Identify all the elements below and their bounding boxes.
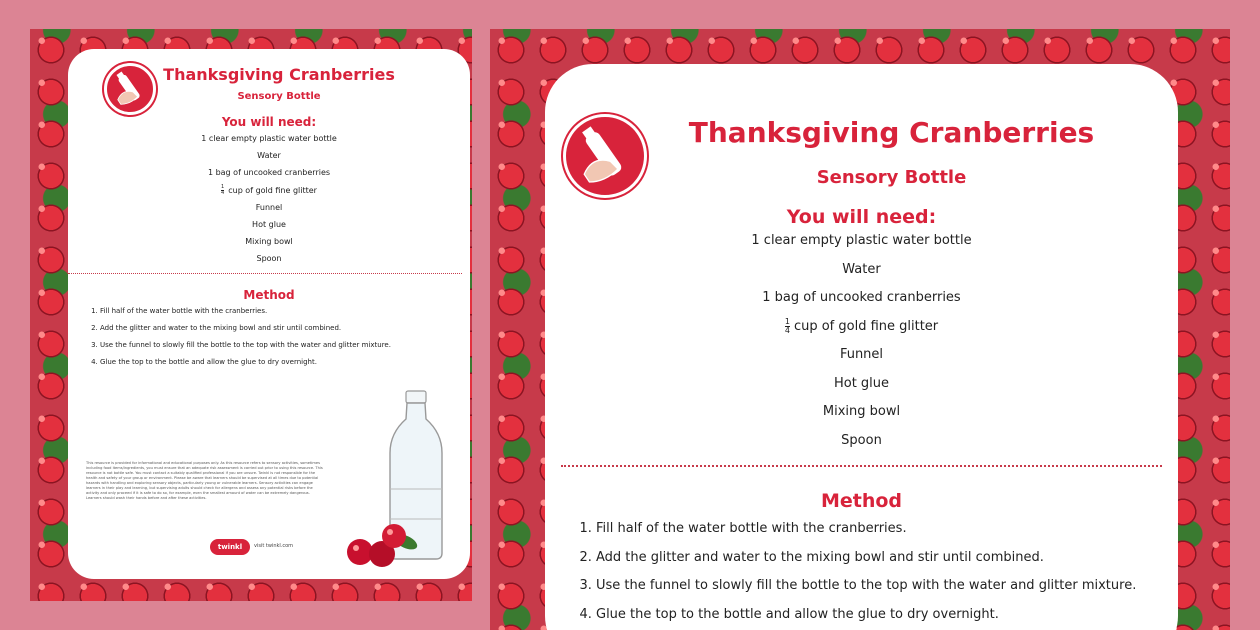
list-item: Funnel — [839, 347, 884, 362]
method-heading: Method — [243, 288, 295, 302]
list-item: 1 bag of uncooked cranberries — [762, 290, 961, 305]
list-item: Mixing bowl — [822, 404, 901, 419]
list-item: 2. Add the glitter and water to the mixing bowl and stir until combined. — [596, 544, 1136, 573]
list-item: Spoon — [256, 254, 282, 264]
page-subtitle: Sensory Bottle — [816, 167, 967, 188]
thumbnail-card — [68, 49, 470, 579]
preview-thumbnail-sheet[interactable] — [30, 29, 472, 601]
list-item: Hot glue — [252, 219, 286, 229]
brand-logo: twinkl — [210, 539, 250, 555]
list-item: Water — [842, 261, 881, 277]
page-title: Thanksgiving Cranberries — [163, 65, 395, 84]
needs-heading: You will need: — [221, 115, 317, 129]
list-item: Funnel — [255, 202, 283, 212]
method-steps — [572, 515, 1136, 629]
method-steps — [86, 303, 391, 371]
cranberries-illustration — [338, 514, 418, 574]
list-item: 1 bag of uncooked cranberries — [207, 168, 331, 178]
list-item: Water — [257, 151, 281, 161]
list-item: $\frac{1}{4}$ cup of gold fine glitter — [221, 183, 317, 196]
list-item: 1 clear empty plastic water bottle — [201, 134, 337, 143]
disclaimer-text: This resource is provided for informational and educational purposes only. As this resource refers to sensory activities, sometimes including food items/ingredients, you must ensure that an adequate risk assessment is carried out prior to using this resource. This resource is not bottle safe. You must contact a suitably qualified professional if you are unsure. Twinkl is not responsible for the health and safety of your group or environment. Please be aware that learners should be supervised at all times due to potential hazards with handling and exploring sensory objects, particularly young or vulnerable learners. Sensory activities can engage learners in their play and learning, but supervising adults should check for allergens and assess any potential risks before the activity and only proceed if it is safe to do so, for example, even the smallest amount of water can be extremely dangerous. Learners should wash their hands before and after these activities. — [86, 461, 323, 500]
dotted-divider — [561, 465, 1162, 467]
list-item: 2. Add the glitter and water to the mixing bowl and stir until combined. — [100, 320, 391, 337]
list-item: $\frac{1}{4}$ cup of gold fine glitter — [784, 316, 939, 335]
list-item: 4. Glue the top to the bottle and allow the glue to dry overnight. — [100, 354, 391, 371]
list-item: Mixing bowl — [245, 237, 293, 247]
list-item: Spoon — [841, 432, 882, 448]
list-item: 4. Glue the top to the bottle and allow the glue to dry overnight. — [596, 601, 1136, 630]
list-item: 1. Fill half of the water bottle with the cranberries. — [596, 515, 1136, 544]
fraction: $\frac{1}{4}$ — [784, 316, 790, 335]
list-item: 3. Use the funnel to slowly fill the bottle to the top with the water and glitter mixture. — [100, 337, 391, 354]
list-item: 3. Use the funnel to slowly fill the bottle to the top with the water and glitter mixture. — [596, 572, 1136, 601]
page-subtitle: Sensory Bottle — [237, 91, 321, 102]
list-item: Hot glue — [833, 375, 890, 391]
list-item: 1. Fill half of the water bottle with the cranberries. — [100, 303, 391, 320]
brand-url: visit twinkl.com — [254, 543, 294, 549]
enlarged-card — [545, 64, 1178, 630]
fraction: $\frac{1}{4}$ — [221, 183, 225, 196]
materials-list — [68, 130, 470, 268]
needs-heading: You will need: — [786, 206, 937, 228]
list-item: 1 clear empty plastic water bottle — [751, 233, 972, 248]
dotted-divider — [68, 273, 462, 274]
materials-list — [545, 227, 1178, 455]
page-title: Thanksgiving Cranberries — [688, 116, 1095, 149]
preview-enlarged-sheet — [490, 29, 1230, 630]
method-heading: Method — [820, 490, 903, 512]
